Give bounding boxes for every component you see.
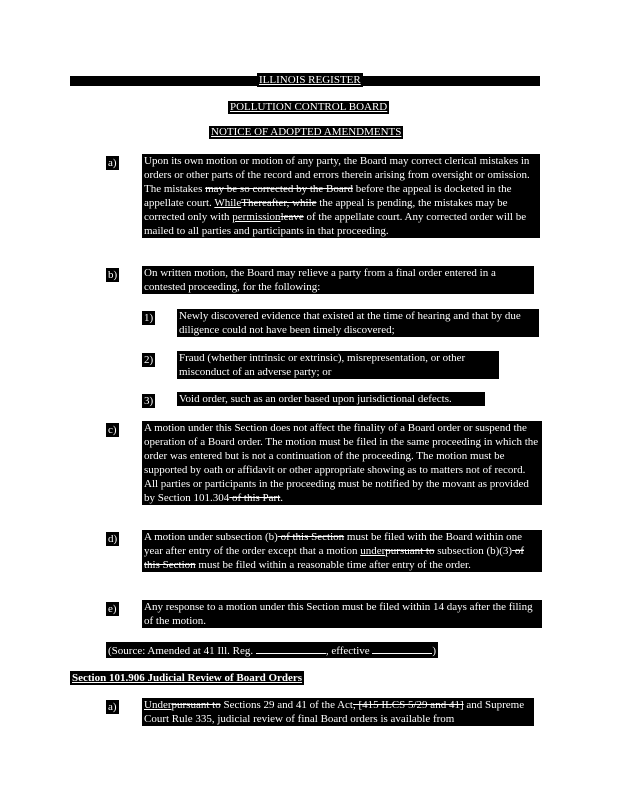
item-d-strike-3: of this Section — [144, 545, 525, 571]
item-b1-label: 1) — [144, 312, 154, 324]
source-blank-volume — [256, 642, 326, 654]
item-b3-text: Void order, such as an order based upon jurisdictional defects. — [177, 392, 485, 406]
item-d-insert: under — [360, 545, 386, 557]
item-c-text-2: . — [280, 492, 284, 504]
item-d-text-2: must be filed with the Board within one year after entry of the order except that a motion — [144, 531, 522, 557]
item-c-label: c) — [108, 424, 117, 436]
item-a-insert-2: permission — [232, 211, 281, 223]
item-a-label: a) — [108, 157, 117, 169]
item-d-text-1: A motion under subsection (b) — [144, 531, 278, 543]
item-d-text-3: subsection (b)(3) — [434, 545, 513, 557]
item-b-label: b) — [108, 269, 118, 281]
section-a-label: a) — [108, 701, 117, 713]
item-c-text — [142, 421, 542, 505]
item-a-text-4: of the appellate court. Any corrected order will be mailed to all parties and participants in that proceeding. — [144, 211, 527, 237]
board-title: POLLUTION CONTROL BOARD — [230, 101, 388, 113]
item-b2-label: 2) — [144, 354, 154, 366]
register-title: ILLINOIS REGISTER — [259, 74, 361, 86]
section-a-text-1: Sections 29 and 41 of the Act — [220, 699, 353, 711]
notice-title: NOTICE OF ADOPTED AMENDMENTS — [211, 126, 402, 138]
item-b-text: On written motion, the Board may relieve a party from a final order entered in a contested proceeding, for the following: — [142, 266, 534, 294]
item-a-insert-1: While — [214, 197, 242, 209]
item-a-text-1: Upon its own motion or motion of any party, the Board may correct clerical mistakes in orders or other parts of the record and errors therein arising from oversight or omission. The mistakes — [144, 155, 530, 195]
item-d-text-4: must be filed within a reasonable time after entry of the order. — [195, 559, 471, 571]
source-line — [106, 642, 438, 658]
item-d-strike-2: pursuant to — [385, 545, 435, 557]
source-blank-date — [372, 642, 432, 654]
section-heading: Section 101.906 Judicial Review of Board Orders — [72, 672, 303, 684]
item-b1-text: Newly discovered evidence that existed at the time of hearing and that by due diligence could not have been timely discovered; — [177, 309, 539, 337]
item-b3-label: 3) — [144, 395, 154, 407]
item-a-text — [142, 154, 540, 238]
section-a-strike-2: , [415 ILCS 5/29 and 41] — [353, 699, 464, 711]
source-suffix: ) — [432, 645, 437, 657]
item-d-text — [142, 530, 542, 572]
item-d-label: d) — [108, 533, 118, 545]
source-prefix: (Source: Amended at 41 Ill. Reg. — [108, 645, 254, 657]
item-a-strike-1: may be so corrected by the Board — [205, 183, 353, 195]
item-a-strike-3: leave — [280, 211, 304, 223]
source-middle: , effective — [325, 645, 370, 657]
section-a-strike-1: pursuant to — [171, 699, 221, 711]
item-a-text-2: before the appeal is docketed in the appellate court. — [144, 183, 512, 209]
section-a-insert: Under — [144, 699, 172, 711]
item-e-label: e) — [108, 603, 117, 615]
item-a-strike-2: Thereafter, while — [241, 197, 317, 209]
item-e-text: Any response to a motion under this Section must be filed within 14 days after the filing of the motion. — [142, 600, 542, 628]
section-a-text — [142, 698, 534, 726]
item-d-strike-1: of this Section — [277, 531, 345, 543]
item-c-strike: of this Part — [229, 492, 281, 504]
item-c-text-1: A motion under this Section does not affect the finality of a Board order or suspend the operation of a Board order. The motion must be filed in the same proceeding in which the order was entered but is not a continuation of the proceeding. The motion must be supported by oath or affidavit or other appropriate showing as to matters not of record. All parties or participants in the proceeding must be notified by the movant as provided by Section 101.304 — [144, 422, 539, 504]
section-a-text-2: and Supreme Court Rule 335, judicial review of final Board orders is available from — [144, 699, 525, 725]
item-b2-text: Fraud (whether intrinsic or extrinsic), misrepresentation, or other misconduct of an adverse party; or — [177, 351, 499, 379]
item-a-text-3: the appeal is pending, the mistakes may be corrected only with — [144, 197, 508, 223]
